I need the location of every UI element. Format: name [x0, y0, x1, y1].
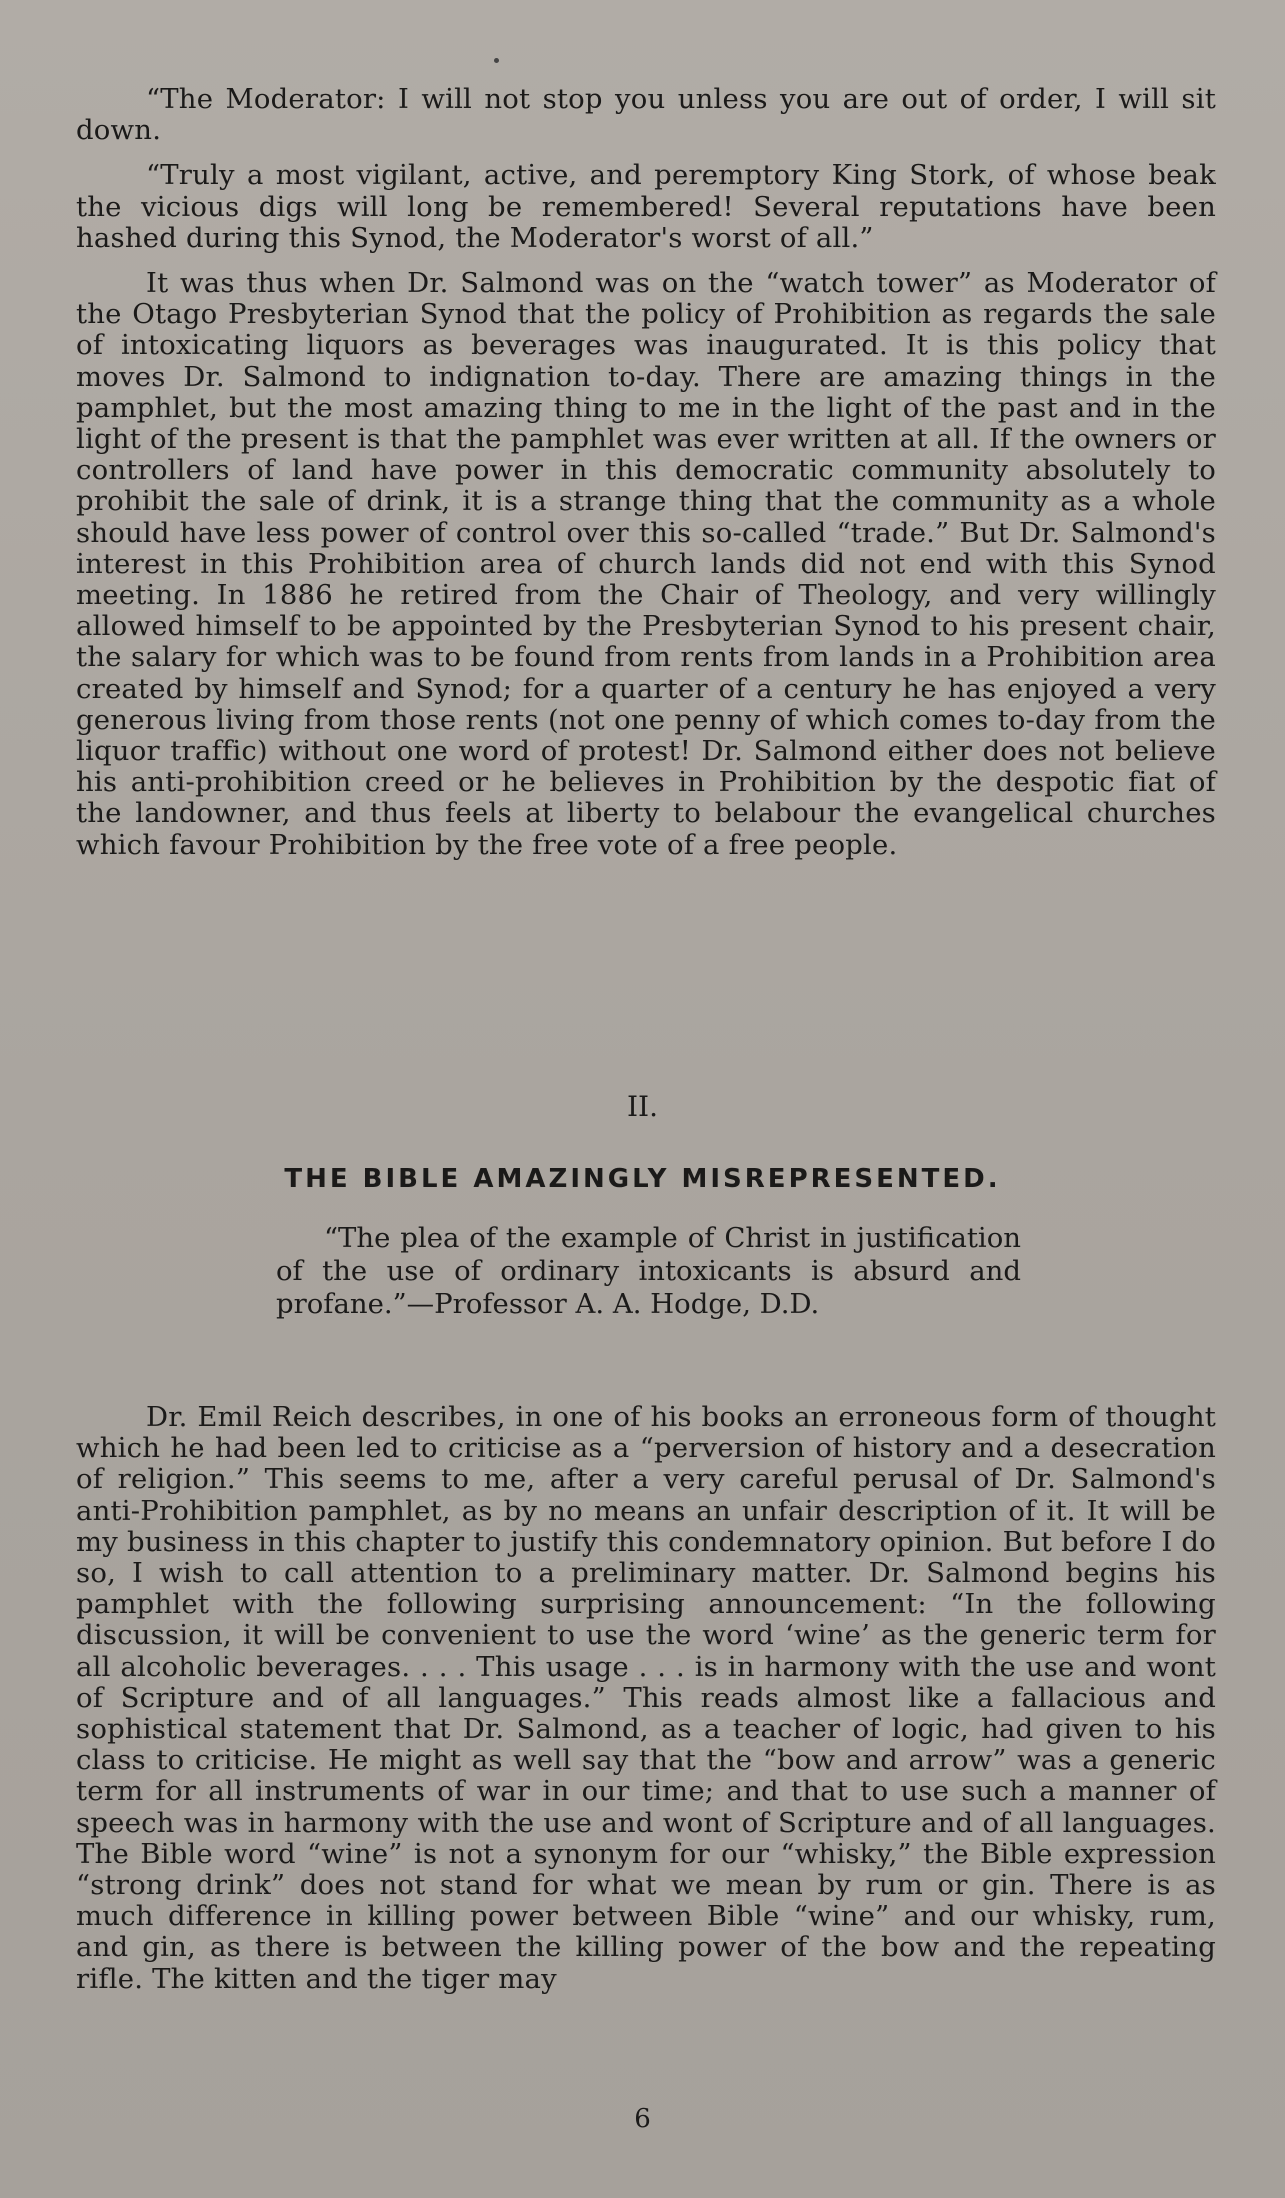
epigraph-text: “The plea of the example of Christ in justification of the use of ordinary intoxicants is absurd and profane.”—Professor A. A. Hodge, D.D. — [276, 1222, 1021, 1320]
chapter-epigraph — [276, 1222, 1021, 1321]
chapter-numeral: II. — [626, 1090, 659, 1123]
top-section — [76, 84, 1216, 861]
ink-speck — [494, 58, 499, 63]
paragraph-prohibition-policy: It was thus when Dr. Salmond was on the “watch tower” as Moderator of the Otago Presbyterian Synod that the policy of Prohibition as regards the sale of intoxicating liquors as beverages was inaugurated. It is this policy that moves Dr. Salmond to indignation to-day. There are amazing things in the pamphlet, but the most amazing thing to me in the light of the past and in the light of the present is that the pamphlet was ever written at all. If the owners or controllers of land have power in this democratic community absolutely to prohibit the sale of drink, it is a strange thing that the community as a whole should have less power of control over this so-called “trade.” But Dr. Salmond's interest in this Prohibition area of church lands did not end with this Synod meeting. In 1886 he retired from the Chair of Theology, and very willingly allowed himself to be appointed by the Presbyterian Synod to his present chair, the salary for which was to be found from rents from lands in a Prohibition area created by himself and Synod; for a quarter of a century he has enjoyed a very generous living from those rents (not one penny of which comes to-day from the liquor traffic) without one word of protest! Dr. Salmond either does not believe his anti-prohibition creed or he believes in Prohibition by the despotic fiat of the landowner, and thus feels at liberty to belabour the evangelical churches which favour Prohibition by the free vote of a free people. — [76, 267, 1216, 861]
paragraph-emil-reich: Dr. Emil Reich describes, in one of his books an erroneous form of thought which he had been led to criticise as a “perversion of history and a desecration of religion.” This seems to me, after a very careful perusal of Dr. Salmond's anti-Prohibition pamphlet, as by no means an unfair description of it. It will be my business in this chapter to justify this condemnatory opinion. But before I do so, I wish to call attention to a preliminary matter. Dr. Salmond begins his pamphlet with the following surprising announcement: “In the following discussion, it will be convenient to use the word ‘wine’ as the generic term for all alcoholic beverages. . . . This usage . . . is in harmony with the use and wont of Scripture and of all languages.” This reads almost like a fallacious and sophistical statement that Dr. Salmond, as a teacher of logic, had given to his class to criticise. He might as well say that the “bow and arrow” was a generic term for all instruments of war in our time; and that to use such a manner of speech was in harmony with the use and wont of Scripture and of all languages. The Bible word “wine” is not a synonym for our “whisky,” the Bible expression “strong drink” does not stand for what we mean by rum or gin. There is as much difference in killing power between Bible “wine” and our whisky, rum, and gin, as there is between the killing power of the bow and the repeating rifle. The kitten and the tiger may — [76, 1401, 1216, 1995]
paragraph-moderator-quote: “The Moderator: I will not stop you unless you are out of order, I will sit down. — [76, 83, 1216, 147]
page-number: 6 — [634, 2104, 651, 2134]
chapter-body — [76, 1402, 1216, 1995]
chapter-title: THE BIBLE AMAZINGLY MISREPRESENTED. — [284, 1164, 1001, 1194]
paragraph-king-stork: “Truly a most vigilant, active, and peremptory King Stork, of whose beak the vicious digs will long be remembered! Several reputations have been hashed during this Synod, the Moderator's worst of all.” — [76, 159, 1216, 254]
